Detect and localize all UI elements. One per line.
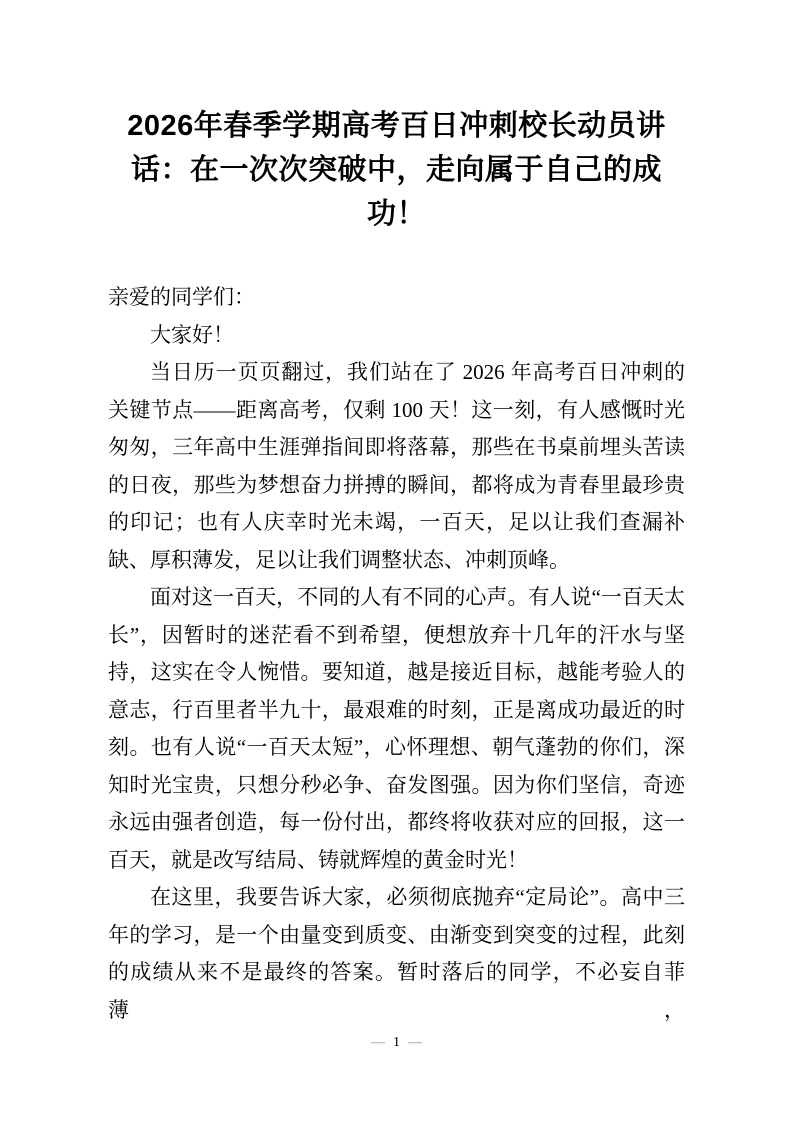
paragraph-no-fixed-outcome: 在这里，我要告诉大家，必须彻底抛弃“定局论”。高中三年的学习，是一个由量变到质变、由渐变到突变的过程，此刻的成绩从来不是最终的答案。暂时落后的同学，不必妄自菲薄， (108, 885, 685, 1022)
footer-right-dash: — (408, 1035, 422, 1050)
page-footer (0, 1033, 793, 1053)
document-title: 2026年春季学期高考百日冲刺校长动员讲话：在一次次突破中，走向属于自己的成功！ (127, 110, 666, 230)
paragraph-countdown: 当日历一页页翻过，我们站在了 2026 年高考百日冲刺的关键节点——距离高考，仅剩 100 天！这一刻，有人感慨时光匆匆，三年高中生涯弹指间即将落幕，那些在书桌前埋头苦读的日夜，那些为梦想奋力拼搏的瞬间，都将成为青春里最珍贵的印记；也有人庆幸时光未竭，一百天，足以让我们查漏补缺、厚积薄发，足以让我们调整状态、冲刺顶峰。 (108, 360, 685, 572)
footer-left-dash: — (371, 1035, 385, 1050)
document-body (108, 279, 685, 1029)
paragraph-greeting: 大家好！ (150, 322, 234, 347)
salutation: 亲爱的同学们： (108, 285, 255, 309)
page-number: 1 (393, 1035, 400, 1050)
paragraph-hundred-days: 面对这一百天，不同的人有不同的心声。有人说“一百天太长”，因暂时的迷茫看不到希望，便想放弃十几年的汗水与坚持，这实在令人惋惜。要知道，越是接近目标，越能考验人的意志，行百里者半九十，最艰难的时刻，正是离成功最近的时刻。也有人说“一百天太短”，心怀理想、朝气蓬勃的你们，深知时光宝贵，只想分秒必争、奋发图强。因为你们坚信，奇迹永远由强者创造，每一份付出，都终将收获对应的回报，这一百天，就是改写结局、铸就辉煌的黄金时光！ (108, 585, 685, 872)
